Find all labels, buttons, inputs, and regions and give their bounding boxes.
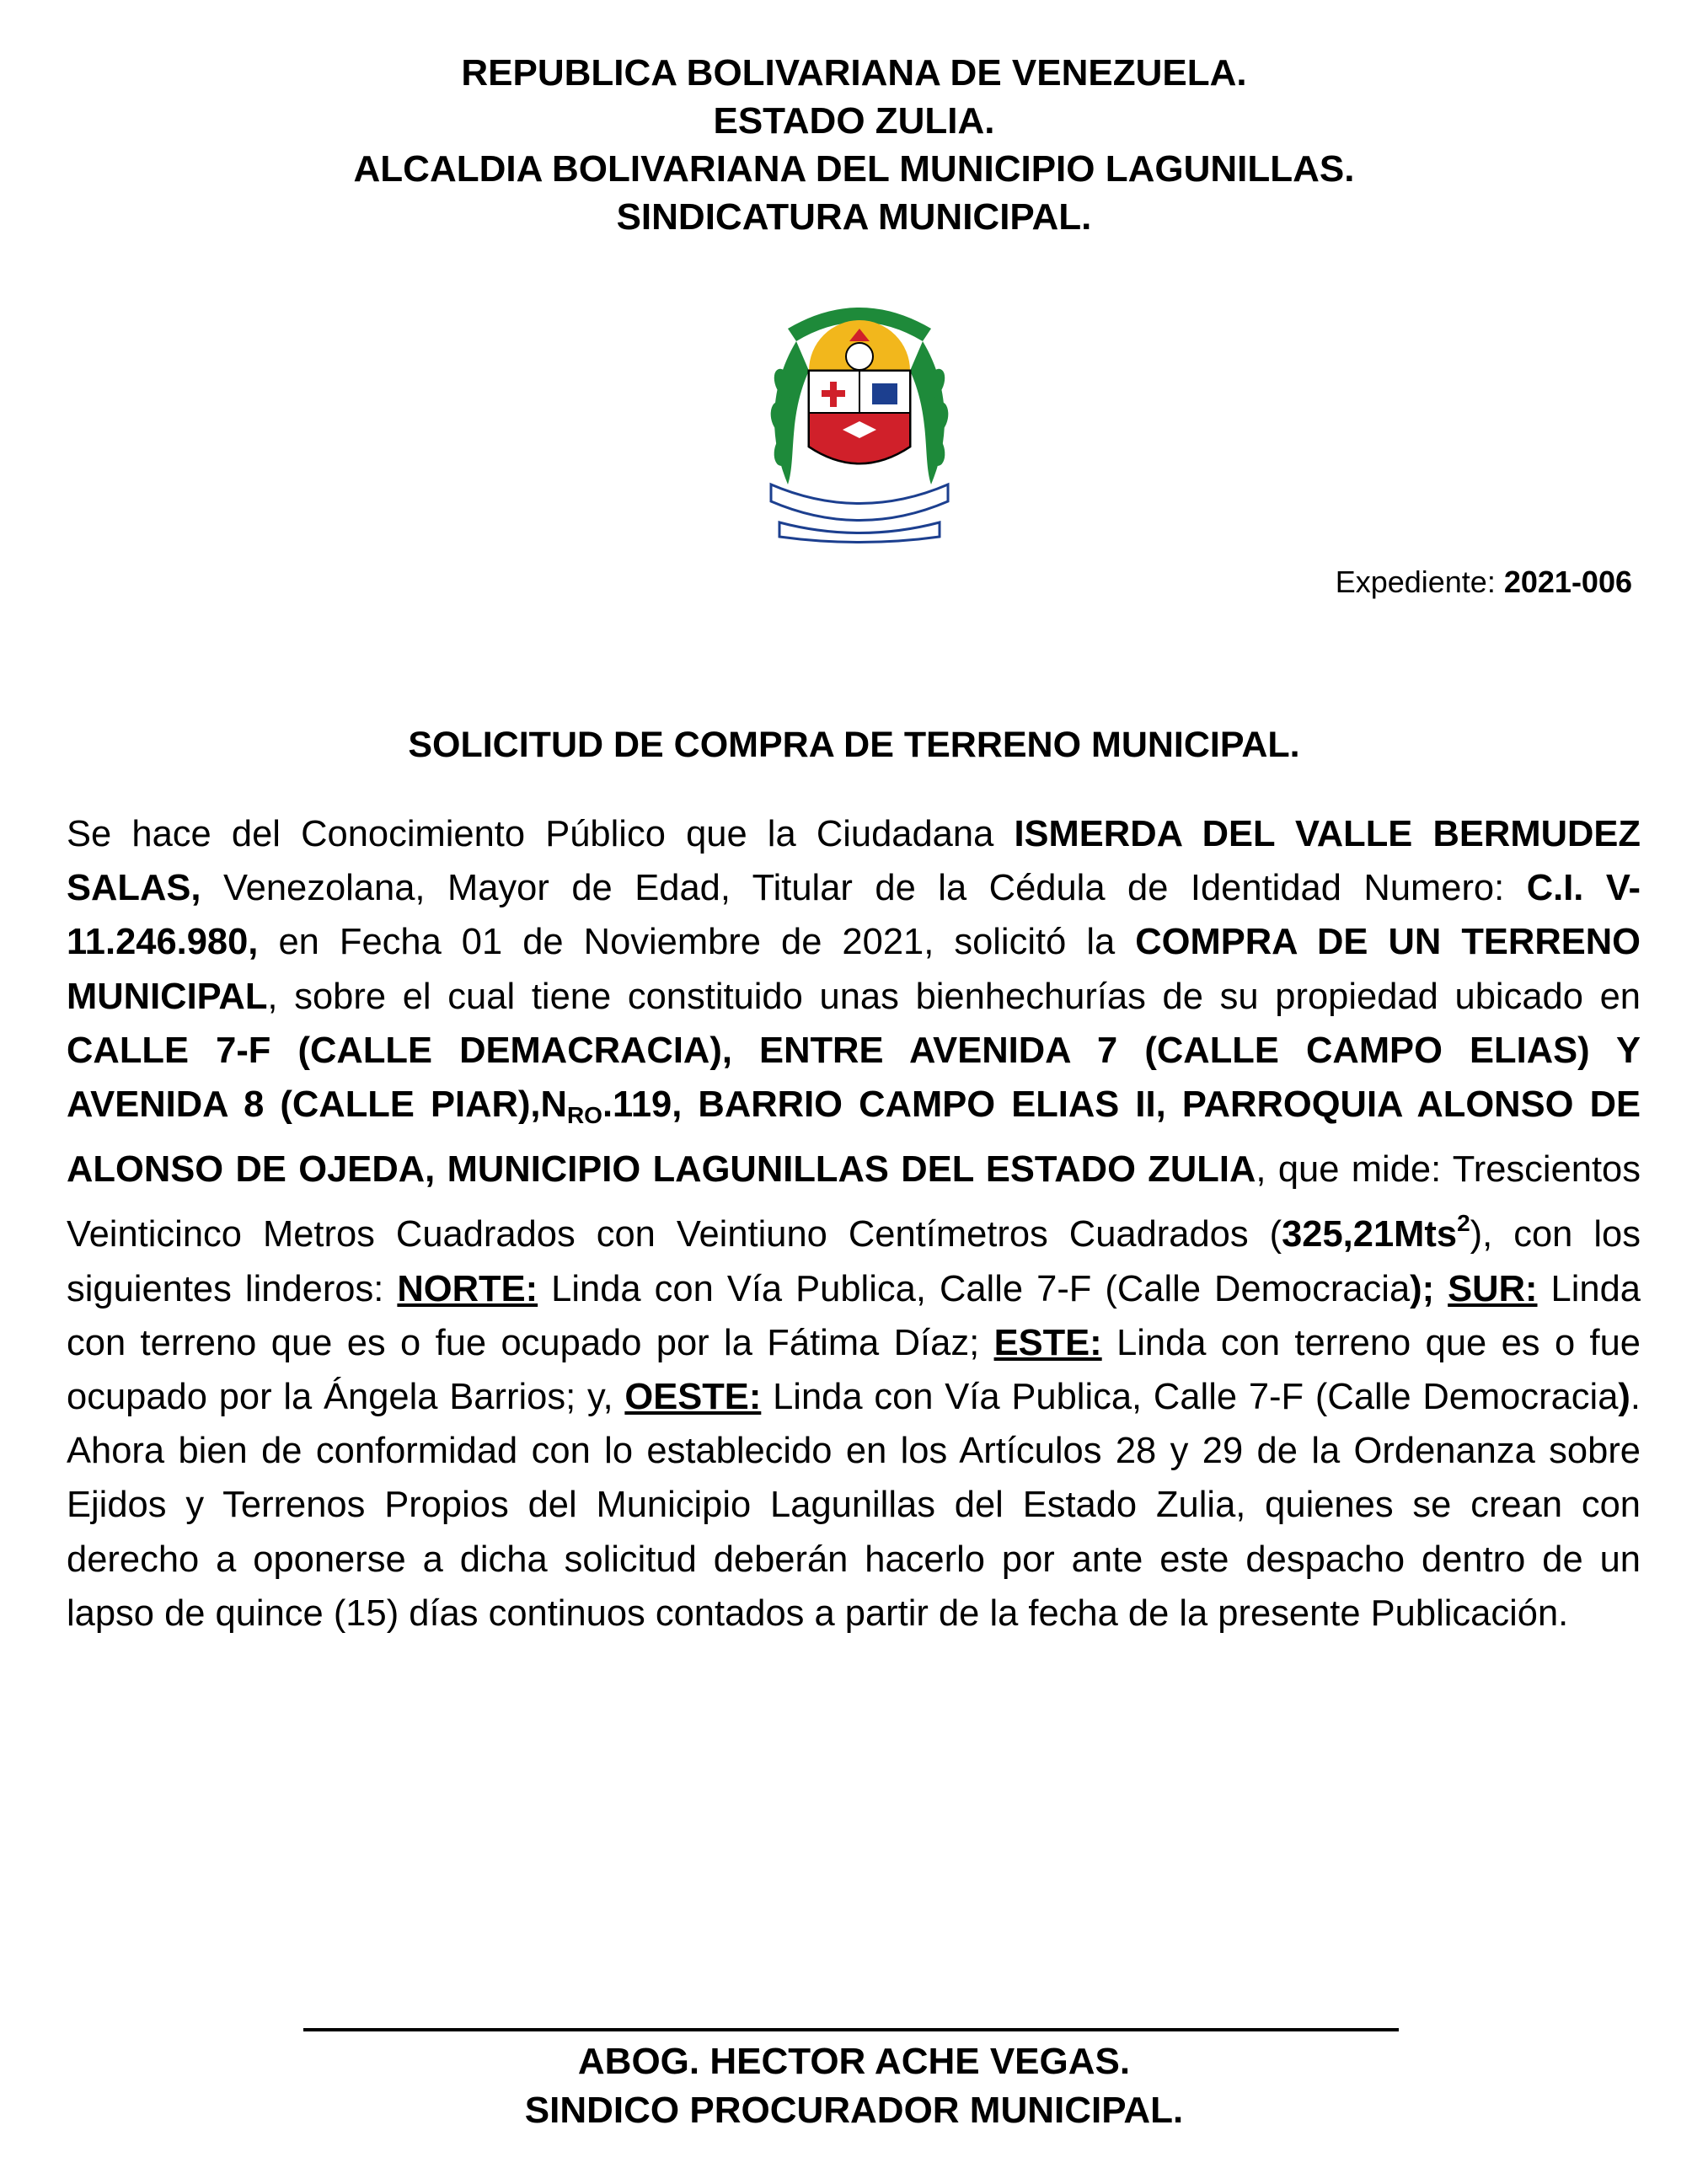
body-text-segment: ) xyxy=(1618,1377,1630,1418)
body-text-segment: . Ahora bien de conformidad con lo establecido en los Artículos 28 y 29 de la Ordenanza sobre Ejidos y Terrenos Propios del Municipio Lagunillas del Estado Zulia, quienes se crean con derecho a oponerse a dicha solicitud deberán hacerlo por ante este despacho dentro de un lapso de quince (15) días continuos contados a partir de la fecha de la presente Publicación. xyxy=(67,1377,1641,1634)
body-text-segment: , que mide: Trescientos Veinticinco Metros Cuadrados con Veintiuno Centímetros Cuadrados ( xyxy=(67,1149,1641,1255)
header-state: ESTADO ZULIA. xyxy=(713,100,995,142)
signatory-role: SINDICO PROCURADOR MUNICIPAL. xyxy=(524,2090,1184,2131)
boundary-south-text: Linda con terreno que es o fue ocupado por la Fátima Díaz; xyxy=(67,1268,1641,1363)
body-text-segment: ), con los siguientes linderos: xyxy=(67,1214,1641,1309)
applicant-name: ISMERDA DEL VALLE BERMUDEZ SALAS, xyxy=(67,814,1641,909)
boundary-north-label: NORTE: xyxy=(397,1268,538,1309)
header-mayoralty: ALCALDIA BOLIVARIANA DEL MUNICIPIO LAGUNILLAS. xyxy=(353,148,1355,190)
property-area: 325,21Mts xyxy=(1282,1214,1458,1255)
header-country: REPUBLICA BOLIVARIANA DE VENEZUELA. xyxy=(461,52,1247,94)
header-office: SINDICATURA MUNICIPAL. xyxy=(616,196,1092,238)
area-superscript: 2 xyxy=(1457,1210,1470,1237)
body-text-segment: , sobre el cual tiene constituido unas bienhechurías de su propiedad ubicado en xyxy=(267,976,1641,1017)
body-text-segment xyxy=(1434,1269,1448,1309)
property-address-cont: .119, BARRIO CAMPO ELIAS II, PARROQUIA ALONSO DE ALONSO DE OJEDA, MUNICIPIO LAGUNILLAS DEL ESTADO ZULIA xyxy=(67,1084,1641,1191)
request-type: COMPRA DE UN TERRENO MUNICIPAL xyxy=(67,922,1641,1017)
property-address: CALLE 7-F (CALLE DEMACRACIA), ENTRE AVENIDA 7 (CALLE CAMPO ELIAS) Y AVENIDA 8 (CALLE PIAR),N xyxy=(67,1030,1641,1126)
boundary-east-text: Linda con terreno que es o fue ocupado por la Ángela Barrios; y, xyxy=(67,1322,1641,1418)
municipal-seal-icon xyxy=(763,291,956,548)
boundary-east-label: ESTE: xyxy=(993,1322,1102,1363)
body-text-segment: en Fecha 01 de Noviembre de 2021, solicitó la xyxy=(258,922,1136,963)
body-text-segment: ); xyxy=(1410,1268,1435,1309)
file-number-label: Expediente: xyxy=(1335,565,1496,599)
file-number-value: 2021-006 xyxy=(1503,565,1632,599)
document-title: SOLICITUD DE COMPRA DE TERRENO MUNICIPAL. xyxy=(408,725,1300,765)
document-header xyxy=(0,49,1708,241)
boundary-south-label: SUR: xyxy=(1448,1268,1538,1309)
body-text-segment: Se hace del Conocimiento Público que la Ciudadana xyxy=(67,814,1015,854)
boundary-north-text: Linda con Vía Publica, Calle 7-F (Calle Democracia xyxy=(538,1268,1411,1309)
address-subscript: RO xyxy=(566,1102,602,1129)
notice-body xyxy=(67,807,1641,1640)
applicant-id: C.I. V-11.246.980, xyxy=(67,868,1641,963)
signature-line xyxy=(303,2028,1399,2031)
boundary-west-text: Linda con Vía Publica, Calle 7-F (Calle Democracia xyxy=(761,1377,1619,1418)
signatory-name: ABOG. HECTOR ACHE VEGAS. xyxy=(577,2041,1131,2082)
body-text-segment: Venezolana, Mayor de Edad, Titular de la Cédula de Identidad Numero: xyxy=(201,868,1527,909)
file-number xyxy=(1336,565,1632,600)
boundary-west-label: OESTE: xyxy=(624,1377,762,1418)
signature-block xyxy=(0,2037,1708,2135)
